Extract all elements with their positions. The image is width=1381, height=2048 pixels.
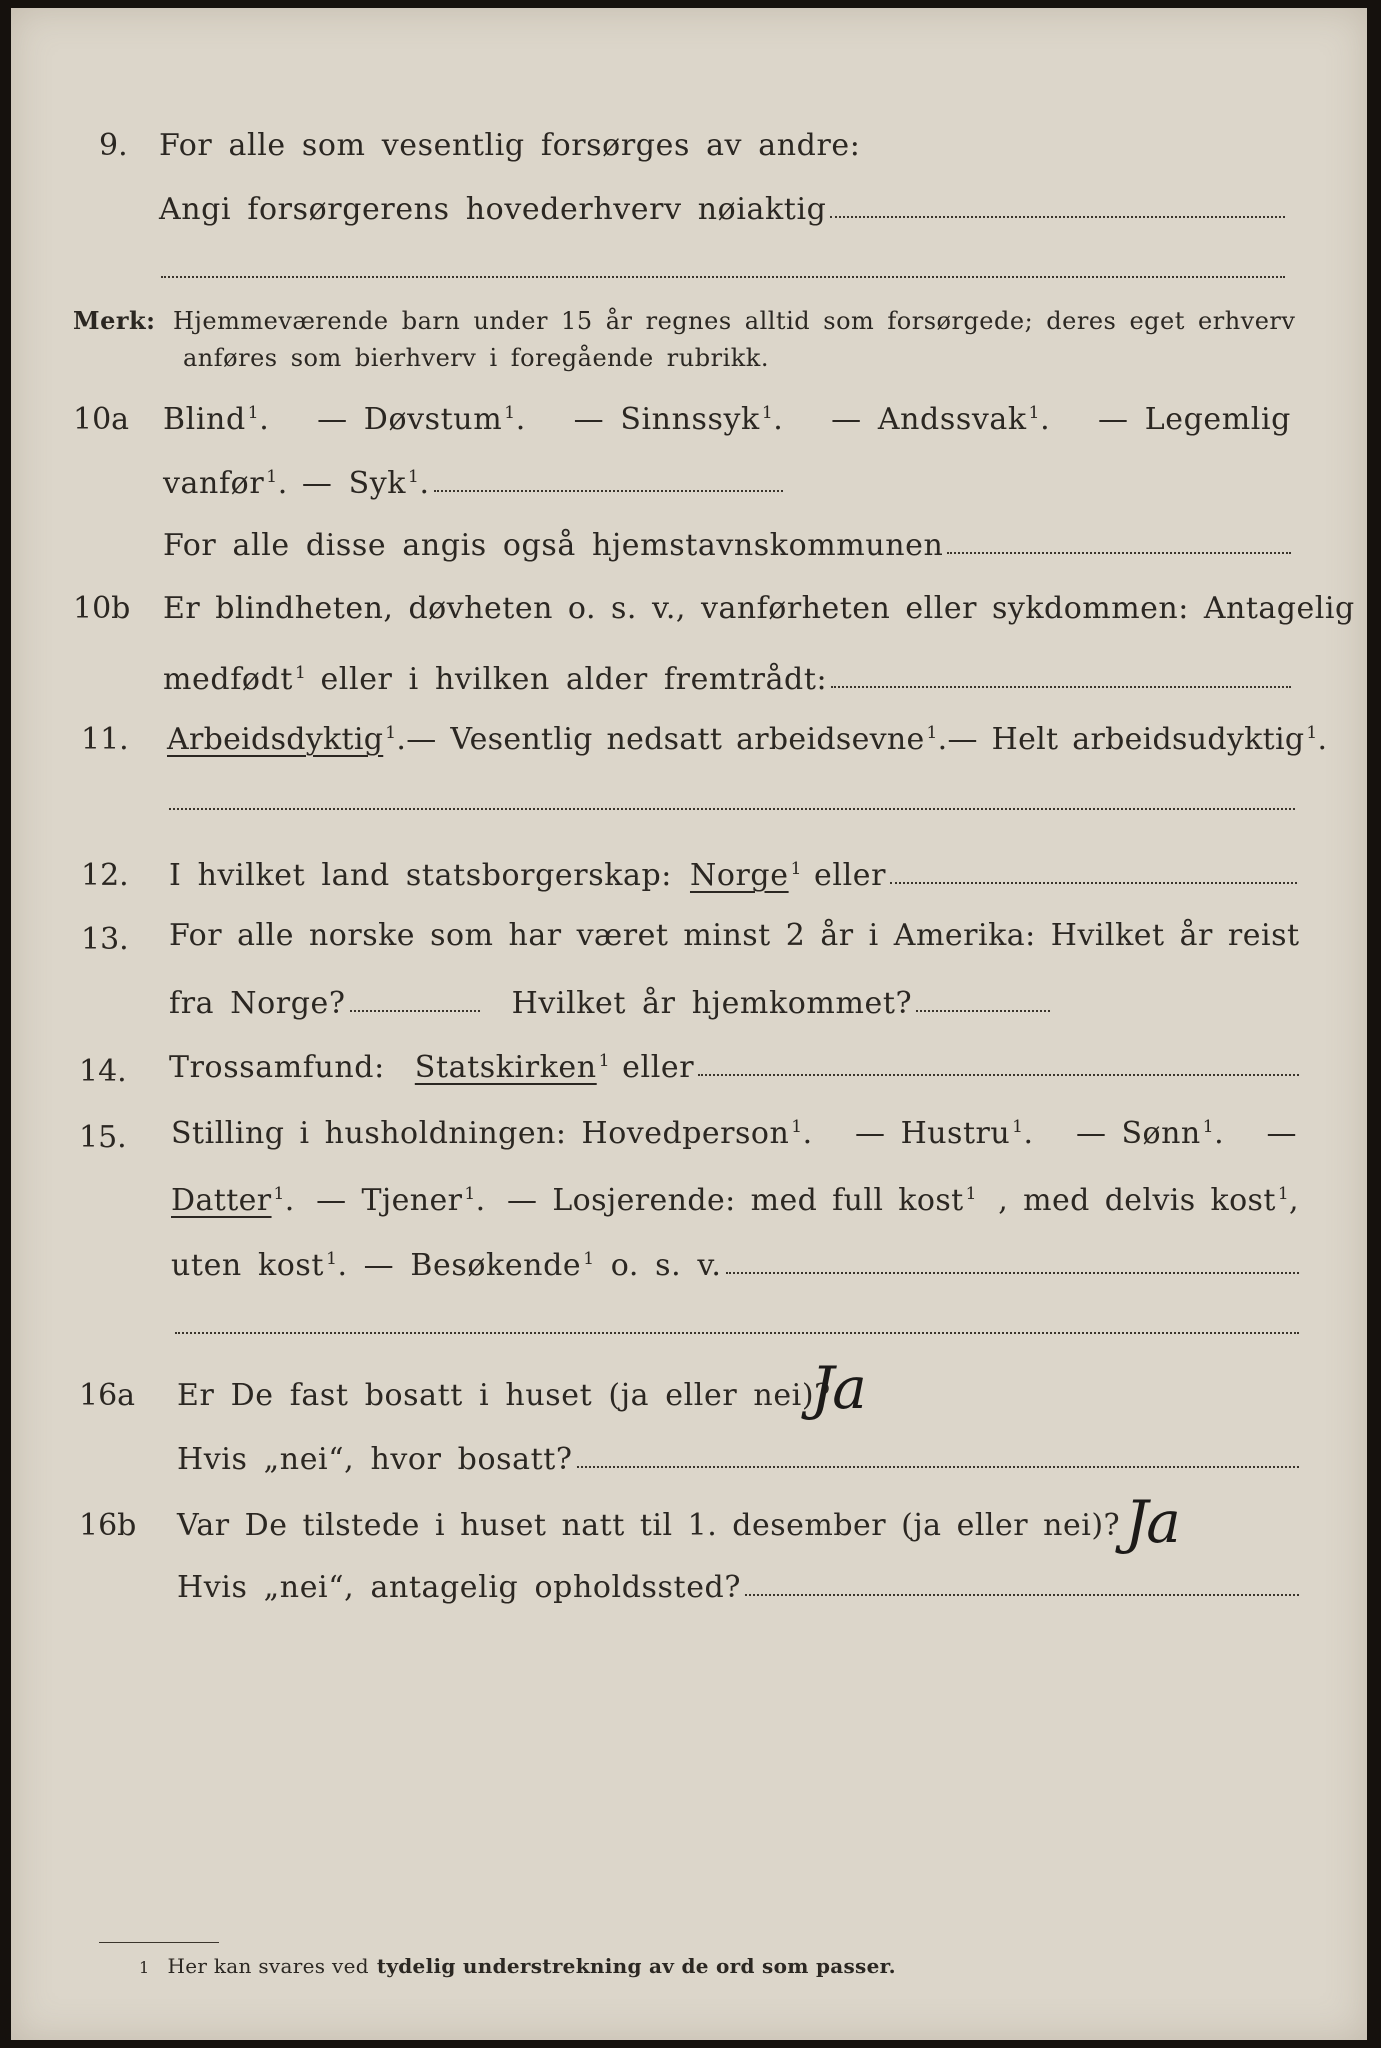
option-blind[interactable]: Blind $^1$.: [163, 402, 270, 437]
merk-line1: Hjemmeværende barn under 15 år regnes alltid som forsørgede; deres eget erhverv: [173, 307, 1296, 335]
option-losjerende-full-kost[interactable]: — Losjerende: med full kost $^1$: [507, 1183, 977, 1218]
question-16a-line2: [177, 1442, 1299, 1477]
question-14-answer-line[interactable]: [698, 1074, 1299, 1076]
question-10b-number: 10b: [73, 591, 131, 626]
question-13-number: 13.: [81, 922, 129, 957]
option-hovedperson[interactable]: Stilling i husholdningen: Hovedperson $^1$.: [171, 1116, 813, 1151]
question-16b-line2: [177, 1570, 1299, 1605]
footnote-divider: [99, 1942, 219, 1943]
option-norge[interactable]: Norge $^1$: [689, 858, 803, 893]
question-12-eller: eller: [814, 858, 887, 893]
question-15-number: 15.: [79, 1120, 127, 1155]
question-9-number: 9.: [99, 128, 128, 163]
footnote-text-b: tydelig understrekning av de ord som passer.: [376, 1954, 896, 1978]
footnote-text-a: Her kan svares ved: [167, 1954, 369, 1978]
question-16b-line1: [177, 1508, 1120, 1543]
question-10a-line3: [163, 528, 1291, 563]
question-14-line: [169, 1050, 1299, 1085]
question-16b-handwritten-answer[interactable]: Ja: [1125, 1488, 1179, 1556]
question-16a-handwritten-answer[interactable]: Ja: [811, 1354, 865, 1422]
option-nedsatt-arbeidsevne[interactable]: — Vesentlig nedsatt arbeidsevne $^1$.: [406, 722, 948, 757]
question-13-text: For alle norske som har været minst 2 år i Amerika: Hvilket år reist: [169, 918, 1300, 953]
question-16a-where-label: Hvis „nei“, hvor bosatt?: [177, 1442, 573, 1477]
question-14-number: 14.: [79, 1054, 127, 1089]
question-11-line1: [167, 722, 1328, 757]
question-11-number: 11.: [81, 722, 129, 757]
question-13-returned-label: Hvilket år hjemkommet?: [511, 986, 913, 1021]
question-9-answer-line[interactable]: [830, 216, 1285, 218]
option-sonn[interactable]: — Sønn $^1$.: [1075, 1116, 1225, 1151]
option-uten-kost[interactable]: uten kost $^1$.: [171, 1248, 348, 1283]
question-10b-text: Er blindheten, døvheten o. s. v., vanførheten eller sykdommen: Antagelig: [163, 591, 1355, 626]
option-sinnssyk[interactable]: — Sinnssyk $^1$.: [573, 402, 784, 437]
question-16b-text: Var De tilstede i huset natt til 1. desember (ja eller nei)?: [177, 1508, 1121, 1543]
question-16b-answer-line[interactable]: [745, 1594, 1299, 1596]
option-legemlig[interactable]: — Legemlig: [1097, 402, 1291, 437]
question-13-returned-year-line[interactable]: [916, 1010, 1050, 1012]
option-tjener[interactable]: — Tjener $^1$.: [316, 1183, 486, 1218]
question-15-line2: [171, 1183, 1299, 1218]
question-9-text: For alle som vesentlig forsørges av andre:: [159, 128, 861, 163]
question-15-line1: Stilling i husholdningen: Hovedperson $^1$. — Hustru $^1$. — Sønn $^1$. —: [171, 1116, 1297, 1151]
question-9-extra-line[interactable]: [161, 276, 1285, 278]
question-10a-line2: [163, 466, 783, 501]
question-13-line2: [169, 986, 1050, 1021]
question-10a-syk-line[interactable]: [434, 490, 783, 492]
question-10b-line2: [163, 662, 1291, 697]
merk-line2: anføres som bierhverv i foregående rubrikk.: [183, 344, 769, 372]
option-vanfor[interactable]: vanfør $^1$.: [163, 466, 288, 501]
question-13-left-norway-label: fra Norge?: [169, 986, 346, 1021]
question-10a-hometown-line[interactable]: [947, 552, 1291, 554]
option-medfodt[interactable]: medfødt $^1$: [163, 662, 307, 697]
option-delvis-kost[interactable]: , med delvis kost $^1$,: [998, 1183, 1299, 1218]
option-datter[interactable]: Datter $^1$.: [171, 1183, 295, 1218]
question-12-label: I hvilket land statsborgerskap:: [169, 858, 672, 893]
question-12-answer-line[interactable]: [890, 882, 1297, 884]
question-15-line3: uten kost $^1$. — Besøkende $^1$ o. s. v.: [171, 1248, 1299, 1283]
option-besokende[interactable]: — Besøkende $^1$: [363, 1248, 595, 1283]
question-12-number: 12.: [81, 858, 129, 893]
footnote-mark: 1: [139, 1958, 150, 1977]
question-16a-text: Er De fast bosatt i huset (ja eller nei)?: [177, 1378, 831, 1413]
question-11-extra-line[interactable]: [169, 808, 1295, 810]
question-9-line1: [159, 128, 860, 163]
footnote: [139, 1954, 896, 1978]
question-10a-line1: [163, 402, 1291, 437]
question-16a-number: 16a: [79, 1378, 136, 1413]
question-16a-answer-line[interactable]: [577, 1466, 1299, 1468]
question-16a-line1: [177, 1378, 831, 1413]
merk-note: [73, 306, 1295, 335]
question-15-answer-line[interactable]: [726, 1272, 1300, 1274]
question-15-extra-line[interactable]: [175, 1332, 1299, 1334]
question-13-line1: [169, 918, 1299, 953]
question-10a-hometown-label: For alle disse angis også hjemstavnskommunen: [163, 528, 944, 563]
option-dovstum[interactable]: — Døvstum $^1$.: [317, 402, 526, 437]
census-form-page: [11, 8, 1367, 2040]
question-13-left-year-line[interactable]: [350, 1010, 480, 1012]
option-syk[interactable]: — Syk $^1$.: [301, 466, 430, 501]
question-9-provider-label: Angi forsørgerens hovederhverv nøiaktig: [159, 192, 827, 227]
option-hustru[interactable]: — Hustru $^1$.: [855, 1116, 1034, 1151]
question-10b-age-label: eller i hvilken alder fremtrådt:: [320, 662, 828, 697]
question-16b-number: 16b: [79, 1508, 137, 1543]
question-10b-answer-line[interactable]: [831, 686, 1291, 688]
option-andssvak[interactable]: — Andssvak $^1$.: [831, 402, 1051, 437]
question-10a-number: 10a: [73, 402, 130, 437]
question-9-line2: [159, 192, 1285, 227]
option-arbeidsdyktig[interactable]: Arbeidsdyktig $^1$.: [167, 722, 407, 757]
question-14-label: Trossamfund:: [169, 1050, 385, 1085]
question-16b-location-label: Hvis „nei“, antagelig opholdssted?: [177, 1570, 742, 1605]
option-statskirken[interactable]: Statskirken $^1$: [414, 1050, 611, 1085]
merk-label: Merk:: [73, 306, 156, 335]
question-10b-line1: [163, 591, 1355, 626]
option-arbeidsudyktig[interactable]: — Helt arbeidsudyktig $^1$.: [947, 722, 1328, 757]
question-12-line: [169, 858, 1297, 893]
merk-line2-row: [183, 344, 769, 372]
question-14-eller: eller: [622, 1050, 695, 1085]
